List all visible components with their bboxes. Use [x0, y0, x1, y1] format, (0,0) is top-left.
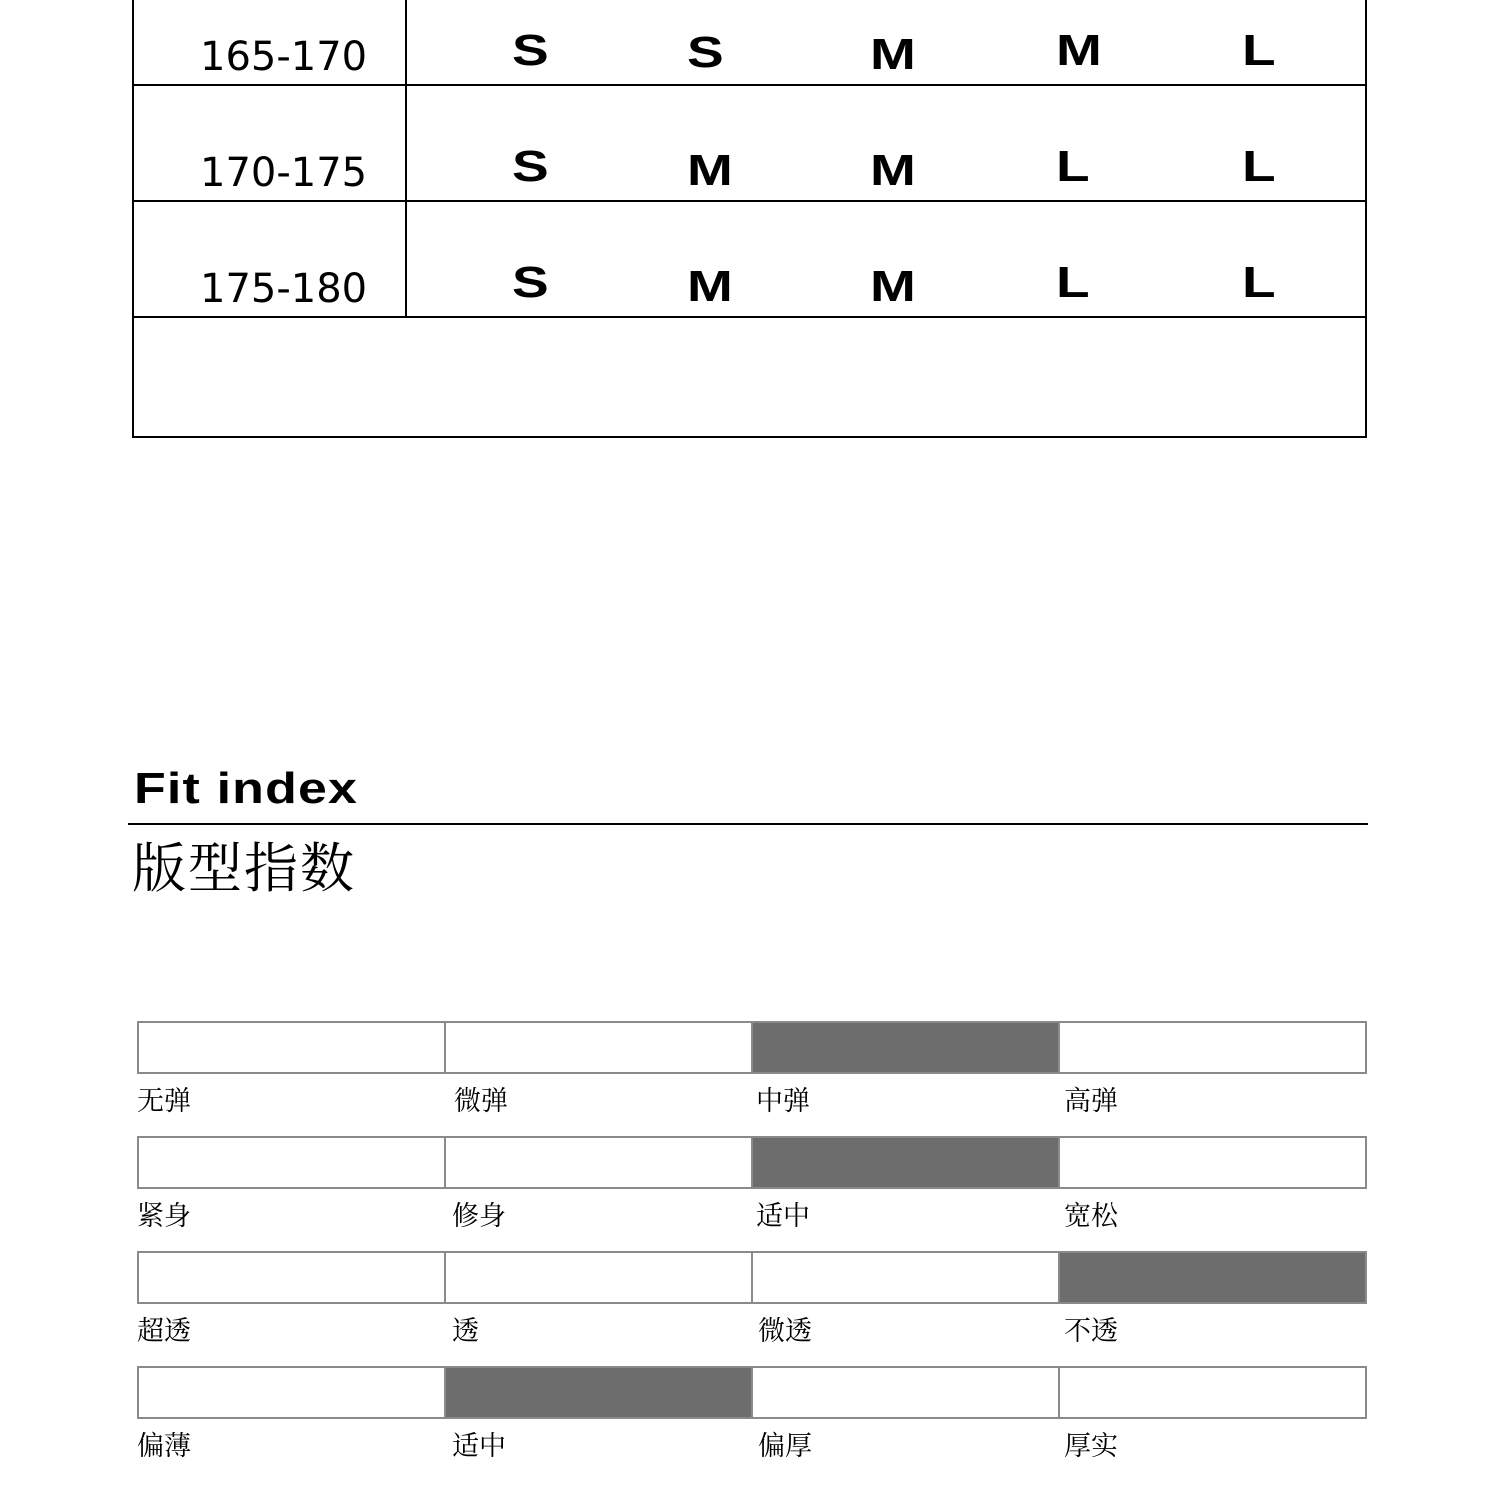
- size-table: [132, 0, 1367, 438]
- height-cell: [134, 0, 407, 84]
- size-value: M: [687, 262, 733, 311]
- empty-row: [134, 318, 1365, 436]
- scale-label: 不透: [1064, 1316, 1118, 1347]
- scale-label: 宽松: [1064, 1201, 1118, 1232]
- size-value: L: [1242, 142, 1276, 191]
- scale-segment: [753, 1368, 1060, 1417]
- scale-label: 紧身: [137, 1201, 191, 1232]
- scale-segment-selected: [753, 1023, 1060, 1072]
- size-value: S: [512, 258, 549, 307]
- scale-label: 微弹: [454, 1086, 508, 1117]
- scale-segment: [753, 1253, 1060, 1302]
- fit-index-title-cn: 版型指数: [132, 837, 356, 900]
- scale-bar: [137, 1366, 1367, 1419]
- scale-segment: [446, 1138, 753, 1187]
- height-range: 165-170: [200, 34, 368, 80]
- size-row: [134, 86, 1365, 202]
- scale-segment: [139, 1253, 446, 1302]
- scale-segment-selected: [446, 1368, 753, 1417]
- size-value: M: [687, 146, 733, 195]
- scale-bar: [137, 1021, 1367, 1074]
- scale-label: 中弹: [756, 1086, 810, 1117]
- size-value: M: [1056, 26, 1102, 75]
- scale-label: 透: [452, 1316, 479, 1347]
- scale-segment: [1060, 1023, 1365, 1072]
- scale-segment: [139, 1368, 446, 1417]
- scale-label: 无弹: [137, 1086, 191, 1117]
- size-row: [134, 0, 1365, 86]
- scale-label: 厚实: [1064, 1431, 1118, 1462]
- scale-segment-selected: [753, 1138, 1060, 1187]
- size-value: S: [512, 26, 549, 75]
- scale-label: 微透: [758, 1316, 812, 1347]
- scale-bar: [137, 1136, 1367, 1189]
- scale-label: 高弹: [1064, 1086, 1118, 1117]
- scale-segment: [1060, 1138, 1365, 1187]
- size-value: M: [870, 30, 916, 79]
- scale-segment: [139, 1023, 446, 1072]
- height-cell: [134, 202, 407, 316]
- fit-index-title: Fit index: [134, 764, 359, 813]
- size-value: L: [1242, 26, 1276, 75]
- size-value: L: [1056, 142, 1090, 191]
- scale-segment: [446, 1253, 753, 1302]
- size-value: S: [687, 28, 724, 77]
- size-value: S: [512, 142, 549, 191]
- scale-label: 适中: [756, 1201, 810, 1232]
- size-value: L: [1056, 258, 1090, 307]
- scale-segment: [1060, 1368, 1365, 1417]
- size-value: M: [870, 146, 916, 195]
- scale-label: 偏厚: [758, 1431, 812, 1462]
- size-value: L: [1242, 258, 1276, 307]
- height-range: 170-175: [200, 150, 368, 196]
- scale-bar: [137, 1251, 1367, 1304]
- height-cell: [134, 86, 407, 200]
- scale-label: 超透: [137, 1316, 191, 1347]
- size-value: M: [870, 262, 916, 311]
- scale-segment: [446, 1023, 753, 1072]
- scale-label: 修身: [452, 1201, 506, 1232]
- scale-label: 适中: [452, 1431, 506, 1462]
- size-row: [134, 202, 1365, 318]
- scale-segment-selected: [1060, 1253, 1365, 1302]
- scale-label: 偏薄: [137, 1431, 191, 1462]
- scale-segment: [139, 1138, 446, 1187]
- height-range: 175-180: [200, 266, 368, 312]
- divider: [128, 823, 1368, 825]
